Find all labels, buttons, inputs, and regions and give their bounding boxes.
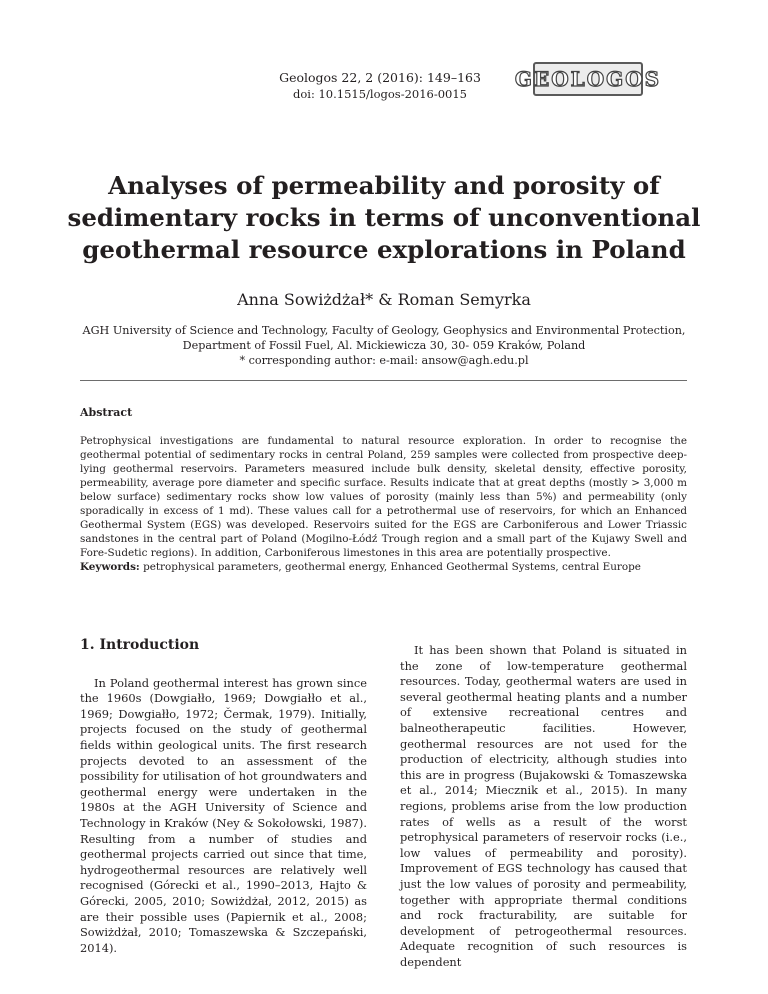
article-title: Analyses of permeability and porosity of sedimentary rocks in terms of unconventional geothermal resource explorations in Poland bbox=[67, 171, 701, 264]
header-divider bbox=[80, 380, 687, 381]
affiliation-line: AGH University of Science and Technology, Faculty of Geology, Geophysics and Environmental Protection, bbox=[82, 324, 686, 337]
keywords-list: petrophysical parameters, geothermal energy, Enhanced Geothermal Systems, central Europe bbox=[139, 561, 641, 573]
doi-line: doi: 10.1515/logos-2016-0015 bbox=[292, 87, 468, 101]
body-paragraph: In Poland geothermal interest has grown since the 1960s (Dowgiałło, 1969; Dowgiałło et al., 1969; Dowgiałło, 1972; Čermak, 1979). Initially, projects focused on the study of geothermal fields within geological units. The first research projects devoted to an assessment of the possibility for utilisation of hot groundwaters and geothermal energy were undertaken in the 1980s at the AGH University of Science and Technology in Kraków (Ney & Sokołowski, 1987). Resulting from a number of studies and geothermal projects carried out since that time, hydrogeothermal resources are relatively well recognised (Górecki et al., 1990–2013, Hajto & Górecki, 2005, 2010; Sowiżdżał, 2012, 2015) as are their possible uses (Papiernik et al., 2008; Sowiżdżał, 2010; Tomaszewska & Szczepański, 2014). bbox=[80, 675, 367, 955]
author-affiliation bbox=[60, 323, 708, 368]
abstract-heading: Abstract bbox=[80, 406, 133, 419]
right-column bbox=[400, 643, 687, 970]
keywords-line bbox=[80, 561, 687, 573]
journal-citation bbox=[230, 69, 530, 103]
abstract-text: Petrophysical investigations are fundamental to natural resource exploration. In order to recognise the geothermal potential of sedimentary rocks in central Poland, 259 samples were collected from prospective deep-lying geothermal reservoirs. Parameters measured include bulk density, skeletal density, effective porosity, permeability, average pore diameter and specific surface. Results indicate that at great depths (mostly > 3,000 m below surface) sedimentary rocks show low values of porosity (mainly less than 5%) and permeability (only sporadically in excess of 1 md). These values call for a petrothermal use of reservoirs, for which an Enhanced Geothermal System (EGS) was developed. Reservoirs suited for the EGS are Carboniferous and Lower Triassic sandstones in the central part of Poland (Mogilno-Łódź Trough region and a small part of the Kujawy Swell and Fore-Sudetic regions). In addition, Carboniferous limestones in this area are potentially prospective. bbox=[80, 435, 687, 559]
body-paragraph: It has been shown that Poland is situated in the zone of low-temperature geothermal resources. Today, geothermal waters are used in several geothermal heating plants and a number of extensive recreational centres and balneotherapeutic facilities. However, geothermal resources are not used for the production of electricity, although studies into this are in progress (Bujakowski & Tomaszewska et al., 2014; Miecznik et al., 2015). In many regions, problems arise from the low production rates of wells as a result of the worst petrophysical parameters of reservoir rocks (i.e., low values of permeability and porosity). Improvement of EGS technology has caused that just the low values of porosity and permeability, together with appropriate thermal conditions and rock fracturability, are suitable for development of petrogeothermal resources. Adequate recognition of such resources is dependent bbox=[400, 643, 687, 969]
journal-volume-line: Geologos 22, 2 (2016): 149–163 bbox=[279, 70, 481, 85]
section-heading-introduction: 1. Introduction bbox=[80, 637, 200, 653]
corresponding-author-line: * corresponding author: e-mail: ansow@agh.edu.pl bbox=[239, 354, 529, 367]
article-authors: Anna Sowiżdżał* & Roman Semyrka bbox=[237, 290, 531, 309]
keywords-label: Keywords: bbox=[80, 561, 140, 573]
affiliation-line: Department of Fossil Fuel, Al. Mickiewicza 30, 30- 059 Kraków, Poland bbox=[182, 339, 586, 352]
geologos-logo: GEOLOGOS bbox=[533, 62, 643, 96]
left-column bbox=[80, 638, 367, 956]
